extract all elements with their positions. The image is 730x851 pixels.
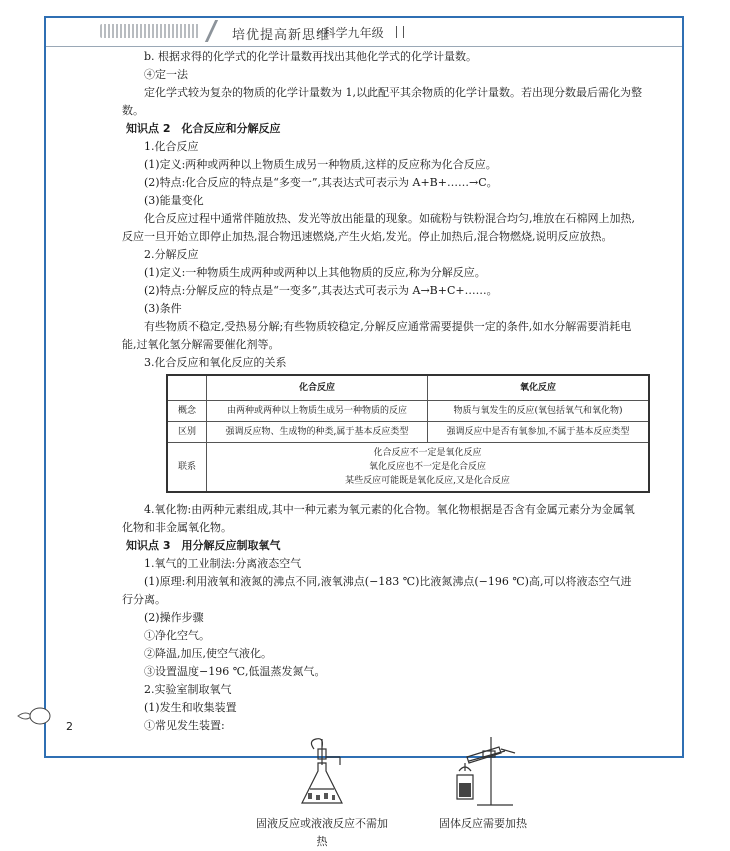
table-row-head: 区别 xyxy=(167,422,207,443)
table-header: 化合反应 xyxy=(207,375,428,401)
table-corner xyxy=(167,375,207,401)
header-decoration xyxy=(100,24,200,38)
section-heading: 知识点 3 用分解反应制取氧气 xyxy=(126,539,281,552)
paragraph: b. 根据求得的化学式的化学计量数再找出其他化学式的化学计量数。 xyxy=(144,50,478,63)
paragraph: 3.化合反应和氧化反应的关系 xyxy=(144,356,287,369)
table-row xyxy=(167,422,649,443)
table-header-row xyxy=(167,375,649,401)
page-number-badge-icon xyxy=(14,706,54,726)
paragraph: (2)操作步骤 xyxy=(144,611,204,624)
table-header: 氧化反应 xyxy=(427,375,649,401)
figure-caption: 固体反应需要加热 xyxy=(439,817,527,830)
table-cell: 物质与氧发生的反应(氧包括氧气和氧化物) xyxy=(427,401,649,422)
table-row xyxy=(167,443,649,493)
paragraph: (3)能量变化 xyxy=(144,194,204,207)
header-mark xyxy=(396,26,404,38)
table-cell-merged xyxy=(207,443,650,493)
paragraph: ④定一法 xyxy=(144,68,188,81)
paragraph: (1)原理:利用液氧和液氮的沸点不同,液氧沸点(−183 ℃)比液氮沸点(−196 ℃)高,可以将液态空气进行分离。 xyxy=(122,575,632,606)
table-cell: 强调反应物、生成物的种类,属于基本反应类型 xyxy=(207,422,428,443)
relation-line: 化合反应不一定是氧化反应 xyxy=(373,448,482,458)
paragraph: ①常见发生装置: xyxy=(144,719,225,732)
page-header xyxy=(46,18,682,47)
table-cell: 强调反应中是否有氧参加,不属于基本反应类型 xyxy=(427,422,649,443)
paragraph: (2)特点:分解反应的特点是“一变多”,其表达式可表示为 A→B+C+……。 xyxy=(144,284,498,297)
paragraph: (1)定义:两种或两种以上物质生成另一种物质,这样的反应称为化合反应。 xyxy=(144,158,497,171)
header-subtitle: · 科学九年级 xyxy=(316,26,384,40)
paragraph: (3)条件 xyxy=(144,302,182,315)
table-cell: 由两种或两种以上物质生成另一种物质的反应 xyxy=(207,401,428,422)
paragraph: ③设置温度−196 ℃,低温蒸发氮气。 xyxy=(144,665,326,678)
paragraph: 化合反应过程中通常伴随放热、发光等放出能量的现象。如硫粉与铁粉混合均匀,堆放在石棉网上加热,反应一旦开始立即停止加热,混合物迅速燃烧,产生火焰,发光。停止加热后,混合物燃烧,说明反应放热。 xyxy=(122,212,635,243)
table-row-head: 概念 xyxy=(167,401,207,422)
apparatus-figures xyxy=(122,735,642,848)
flask-apparatus-icon xyxy=(292,735,352,809)
page-number: 2 xyxy=(66,720,73,733)
paragraph: 2.分解反应 xyxy=(144,248,199,261)
paragraph: ①净化空气。 xyxy=(144,629,210,642)
paragraph: (1)发生和收集装置 xyxy=(144,701,237,714)
paragraph: 定化学式较为复杂的物质的化学计量数为 1,以此配平其余物质的化学计量数。若出现分数最后需化为整数。 xyxy=(122,86,642,117)
table-row xyxy=(167,401,649,422)
paragraph: 1.化合反应 xyxy=(144,140,199,153)
paragraph: 4.氧化物:由两种元素组成,其中一种元素为氧元素的化合物。氧化物根据是否含有金属元素分为金属氧化物和非金属氧化物。 xyxy=(122,503,635,534)
relation-line: 某些反应可能既是氧化反应,又是化合反应 xyxy=(345,476,510,486)
figure-solid-liquid xyxy=(252,735,392,851)
heating-apparatus-icon xyxy=(443,735,523,809)
section-heading: 知识点 2 化合反应和分解反应 xyxy=(126,122,281,135)
paragraph: ②降温,加压,使空气液化。 xyxy=(144,647,272,660)
figure-solid-heating xyxy=(418,735,548,833)
relation-line: 氧化反应也不一定是化合反应 xyxy=(368,462,486,472)
header-title: 培优提高新思维 xyxy=(232,28,331,43)
paragraph: 有些物质不稳定,受热易分解;有些物质较稳定,分解反应通常需要提供一定的条件,如水分解需要消耗电能,过氧化氢分解需要催化剂等。 xyxy=(122,320,632,351)
paragraph: 2.实验室制取氧气 xyxy=(144,683,232,696)
paragraph: (1)定义:一种物质生成两种或两种以上其他物质的反应,称为分解反应。 xyxy=(144,266,486,279)
figure-caption: 固液反应或液液反应不需加热 xyxy=(256,817,388,848)
page-content xyxy=(122,48,642,848)
paragraph: (2)特点:化合反应的特点是“多变一”,其表达式可表示为 A+B+……→C。 xyxy=(144,176,498,189)
relation-table xyxy=(166,374,650,493)
table-row-head: 联系 xyxy=(167,443,207,493)
paragraph: 1.氧气的工业制法:分离液态空气 xyxy=(144,557,302,570)
